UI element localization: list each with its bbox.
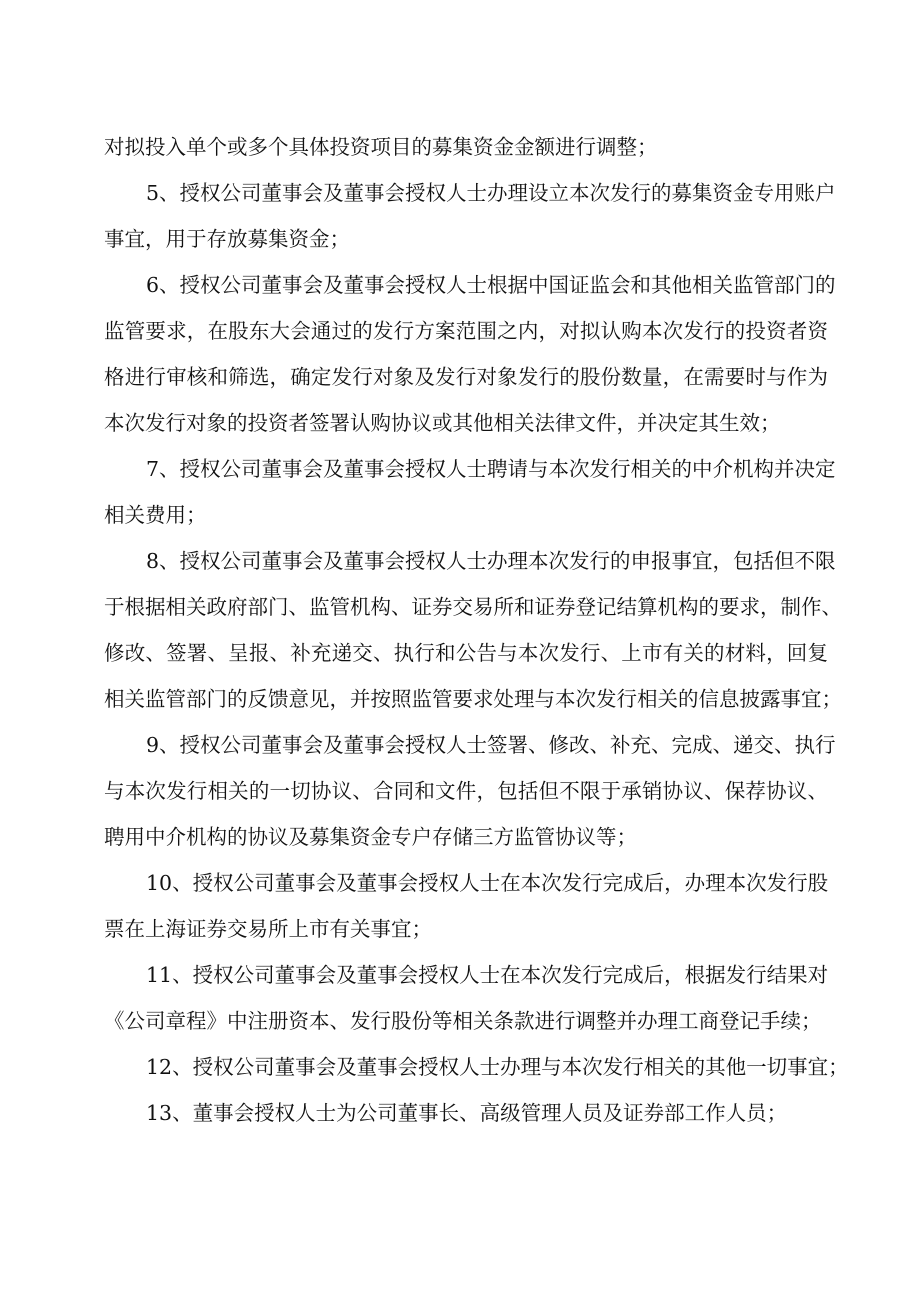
- text-line: 与本次发行相关的一切协议、合同和文件，包括但不限于承销协议、保荐协议、: [104, 779, 828, 803]
- text-line: 11、授权公司董事会及董事会授权人士在本次发行完成后，根据发行结果对: [146, 963, 829, 987]
- text-line: 于根据相关政府部门、监管机构、证券交易所和证券登记结算机构的要求，制作、: [104, 595, 842, 619]
- text-line: 13、董事会授权人士为公司董事长、高级管理人员及证券部工作人员；: [146, 1101, 788, 1125]
- text-line: 事宜，用于存放募集资金；: [104, 227, 350, 251]
- document-body: [104, 124, 849, 1136]
- paragraph-item-12: [104, 1044, 849, 1090]
- paragraph-item-8: [104, 538, 842, 722]
- paragraph-item-6: [104, 262, 836, 446]
- text-line: 聘用中介机构的协议及募集资金专户存储三方监管协议等；: [104, 825, 637, 849]
- text-line: 9、授权公司董事会及董事会授权人士签署、修改、补充、完成、递交、执行: [146, 733, 836, 757]
- paragraph-item-7: [104, 446, 836, 538]
- text-line: 12、授权公司董事会及董事会授权人士办理与本次发行相关的其他一切事宜；: [146, 1055, 849, 1079]
- text-line: 《公司章程》中注册资本、发行股份等相关条款进行调整并办理工商登记手续；: [104, 1009, 822, 1033]
- paragraph-continuation: [104, 124, 828, 170]
- text-line: 票在上海证券交易所上市有关事宜；: [104, 917, 432, 941]
- text-line: 7、授权公司董事会及董事会授权人士聘请与本次发行相关的中介机构并决定: [146, 457, 836, 481]
- text-line: 10、授权公司董事会及董事会授权人士在本次发行完成后，办理本次发行股: [146, 871, 829, 895]
- text-line: 6、授权公司董事会及董事会授权人士根据中国证监会和其他相关监管部门的: [146, 273, 836, 297]
- text-line: 相关费用；: [104, 503, 207, 527]
- paragraph-item-13: [104, 1090, 828, 1136]
- text-line: 监管要求，在股东大会通过的发行方案范围之内，对拟认购本次发行的投资者资: [104, 319, 828, 343]
- text-line: 对拟投入单个或多个具体投资项目的募集资金金额进行调整；: [104, 135, 658, 159]
- text-line: 修改、签署、呈报、补充递交、执行和公告与本次发行、上市有关的材料，回复: [104, 641, 828, 665]
- paragraph-item-10: [104, 860, 828, 952]
- text-line: 格进行审核和筛选，确定发行对象及发行对象发行的股份数量，在需要时与作为: [104, 365, 828, 389]
- text-line: 相关监管部门的反馈意见，并按照监管要求处理与本次发行相关的信息披露事宜；: [104, 687, 842, 711]
- text-line: 8、授权公司董事会及董事会授权人士办理本次发行的申报事宜，包括但不限: [146, 549, 836, 573]
- paragraph-item-9: [104, 722, 836, 860]
- text-line: 本次发行对象的投资者签署认购协议或其他相关法律文件，并决定其生效；: [104, 411, 781, 435]
- paragraph-item-11: [104, 952, 828, 1044]
- text-line: 5、授权公司董事会及董事会授权人士办理设立本次发行的募集资金专用账户: [146, 181, 836, 205]
- paragraph-item-5: [104, 170, 836, 262]
